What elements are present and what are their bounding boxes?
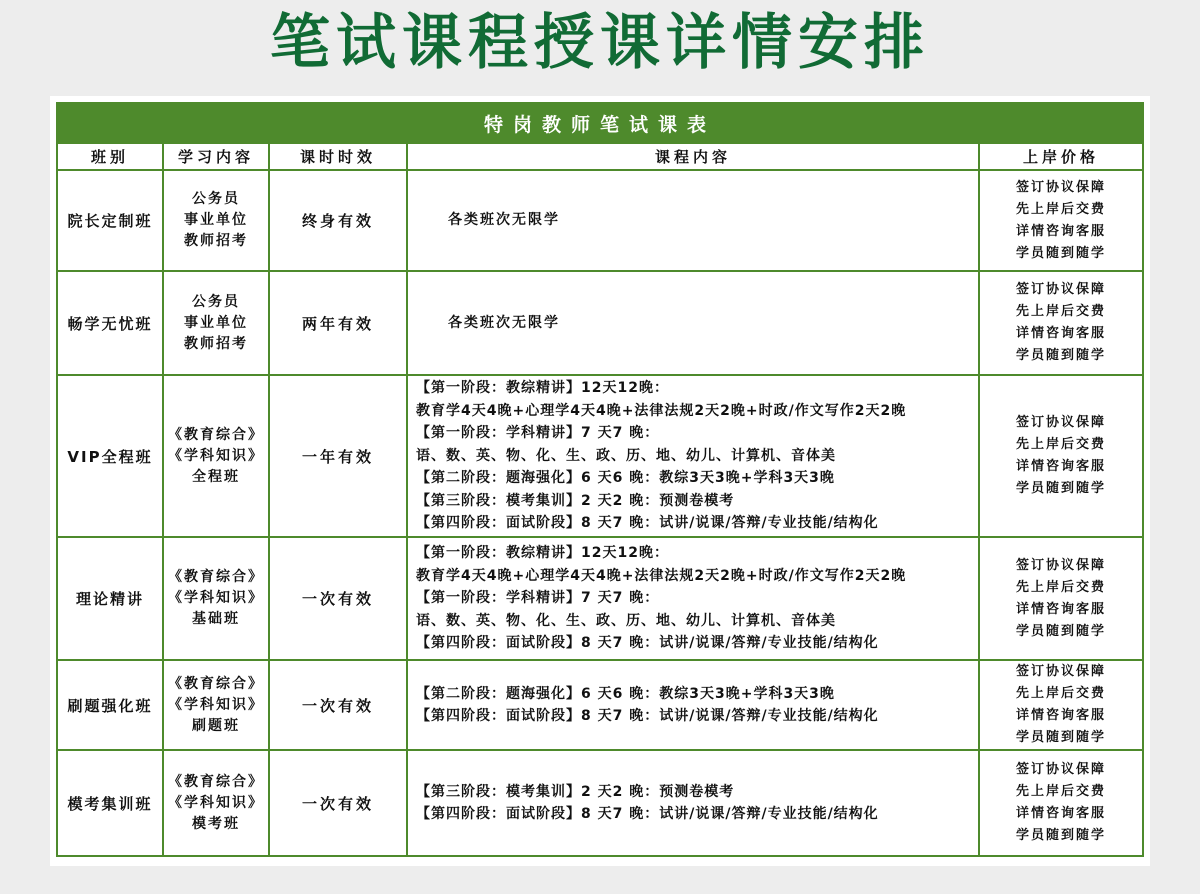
study-line: 刷题班	[192, 717, 240, 734]
table-row	[57, 750, 1143, 856]
class-name-cell: VIP全程班	[57, 375, 163, 537]
content-line: 语、数、英、物、化、生、政、历、地、幼儿、计算机、音体美	[416, 447, 836, 464]
study-line: 《学科知识》	[168, 794, 264, 811]
validity-cell: 一次有效	[269, 660, 407, 750]
price-line: 详情咨询客服	[1016, 223, 1107, 239]
validity-cell: 两年有效	[269, 271, 407, 375]
price-line: 先上岸后交费	[1016, 437, 1107, 452]
table-wrap	[56, 102, 1142, 857]
content-line: 【第三阶段：模考集训】2 天2 晚：预测卷模考	[416, 783, 735, 800]
validity-cell: 一次有效	[269, 750, 407, 856]
study-line: 《学科知识》	[168, 447, 264, 464]
price-line: 学员随到随学	[1016, 828, 1107, 843]
study-line: 基础班	[192, 611, 240, 627]
class-name-cell: 畅学无忧班	[57, 271, 163, 375]
content-line: 【第二阶段：题海强化】6 天6 晚：教综3天3晚+学科3天3晚	[416, 685, 835, 702]
price-line: 学员随到随学	[1016, 730, 1107, 745]
table-row	[57, 375, 1143, 537]
study-line: 《教育综合》	[168, 569, 264, 585]
price-line: 先上岸后交费	[1016, 304, 1107, 319]
price-line: 详情咨询客服	[1016, 601, 1107, 617]
content-line: 【第三阶段：模考集训】2 天2 晚：预测卷模考	[416, 492, 735, 509]
validity-cell: 一次有效	[269, 537, 407, 660]
price-line: 详情咨询客服	[1016, 806, 1107, 821]
content-line: 【第四阶段：面试阶段】8 天7 晚：试讲/说课/答辩/专业技能/结构化	[416, 806, 879, 822]
header-validity: 课时时效	[269, 143, 407, 170]
content-cell	[407, 170, 979, 271]
table-row	[57, 660, 1143, 750]
validity-cell: 终身有效	[269, 170, 407, 271]
price-cell	[979, 375, 1143, 537]
header-study: 学习内容	[163, 143, 269, 170]
content-line: 各类班次无限学	[448, 314, 560, 331]
study-line: 公务员	[192, 293, 240, 310]
class-name-cell: 刷题强化班	[57, 660, 163, 750]
price-line: 签订协议保障	[1016, 179, 1107, 195]
content-cell	[407, 271, 979, 375]
content-line: 【第一阶段：学科精讲】7 天7 晚：	[416, 590, 660, 607]
schedule-table	[56, 102, 1144, 857]
study-cell	[163, 750, 269, 856]
header-class: 班别	[57, 143, 163, 170]
price-line: 签订协议保障	[1016, 282, 1107, 297]
price-line: 学员随到随学	[1016, 245, 1107, 261]
table-row	[57, 271, 1143, 375]
study-line: 事业单位	[184, 212, 248, 228]
price-cell	[979, 660, 1143, 750]
price-line: 详情咨询客服	[1016, 326, 1107, 341]
content-line: 教育学4天4晚+心理学4天4晚+法律法规2天2晚+时政/作文写作2天2晚	[416, 402, 907, 419]
price-line: 先上岸后交费	[1016, 784, 1107, 799]
price-line: 先上岸后交费	[1016, 201, 1107, 217]
study-line: 教师招考	[184, 335, 248, 352]
content-line: 【第一阶段：学科精讲】7 天7 晚：	[416, 425, 660, 442]
study-line: 《教育综合》	[168, 773, 264, 790]
study-line: 教师招考	[184, 233, 248, 249]
content-cell	[407, 750, 979, 856]
study-cell	[163, 375, 269, 537]
price-line: 学员随到随学	[1016, 481, 1107, 496]
study-line: 模考班	[192, 815, 240, 832]
page-title: 笔试课程授课详情安排	[270, 8, 930, 78]
study-cell	[163, 271, 269, 375]
content-line: 【第二阶段：题海强化】6 天6 晚：教综3天3晚+学科3天3晚	[416, 470, 835, 487]
study-line: 《教育综合》	[168, 675, 264, 692]
study-line: 《学科知识》	[168, 590, 264, 606]
content-line: 各类班次无限学	[448, 212, 560, 229]
class-name-cell: 院长定制班	[57, 170, 163, 271]
price-cell	[979, 271, 1143, 375]
study-line: 《学科知识》	[168, 696, 264, 713]
price-cell	[979, 750, 1143, 856]
price-line: 先上岸后交费	[1016, 686, 1107, 701]
price-cell	[979, 170, 1143, 271]
validity-cell: 一年有效	[269, 375, 407, 537]
table-caption: 特岗教师笔试课表	[57, 103, 1143, 143]
table-row	[57, 170, 1143, 271]
schedule-panel	[50, 96, 1150, 866]
study-cell	[163, 537, 269, 660]
price-line: 学员随到随学	[1016, 348, 1107, 363]
content-cell	[407, 660, 979, 750]
price-line: 签订协议保障	[1016, 762, 1107, 777]
class-name-cell: 模考集训班	[57, 750, 163, 856]
header-row	[57, 143, 1143, 170]
study-line: 全程班	[192, 468, 240, 485]
content-line: 【第四阶段：面试阶段】8 天7 晚：试讲/说课/答辩/专业技能/结构化	[416, 708, 879, 724]
table-row	[57, 537, 1143, 660]
price-line: 签订协议保障	[1016, 415, 1107, 430]
class-name-cell: 理论精讲	[57, 537, 163, 660]
study-line: 事业单位	[184, 314, 248, 331]
price-line: 学员随到随学	[1016, 623, 1107, 639]
study-cell	[163, 170, 269, 271]
price-line: 签订协议保障	[1016, 664, 1107, 679]
caption-row	[57, 103, 1143, 143]
price-line: 签订协议保障	[1016, 557, 1107, 573]
study-line: 《教育综合》	[168, 426, 264, 443]
content-line: 【第一阶段：教综精讲】12天12晚：	[416, 545, 669, 562]
price-cell	[979, 537, 1143, 660]
price-line: 详情咨询客服	[1016, 708, 1107, 723]
header-price: 上岸价格	[979, 143, 1143, 170]
price-line: 先上岸后交费	[1016, 579, 1107, 595]
content-line: 语、数、英、物、化、生、政、历、地、幼儿、计算机、音体美	[416, 612, 836, 629]
price-line: 详情咨询客服	[1016, 459, 1107, 474]
study-line: 公务员	[192, 191, 240, 207]
header-content: 课程内容	[407, 143, 979, 170]
content-cell	[407, 537, 979, 660]
content-line: 【第一阶段：教综精讲】12天12晚：	[416, 380, 669, 397]
content-cell	[407, 375, 979, 537]
study-cell	[163, 660, 269, 750]
content-line: 【第四阶段：面试阶段】8 天7 晚：试讲/说课/答辩/专业技能/结构化	[416, 635, 879, 652]
content-line: 【第四阶段：面试阶段】8 天7 晚：试讲/说课/答辩/专业技能/结构化	[416, 515, 879, 532]
content-line: 教育学4天4晚+心理学4天4晚+法律法规2天2晚+时政/作文写作2天2晚	[416, 567, 907, 584]
